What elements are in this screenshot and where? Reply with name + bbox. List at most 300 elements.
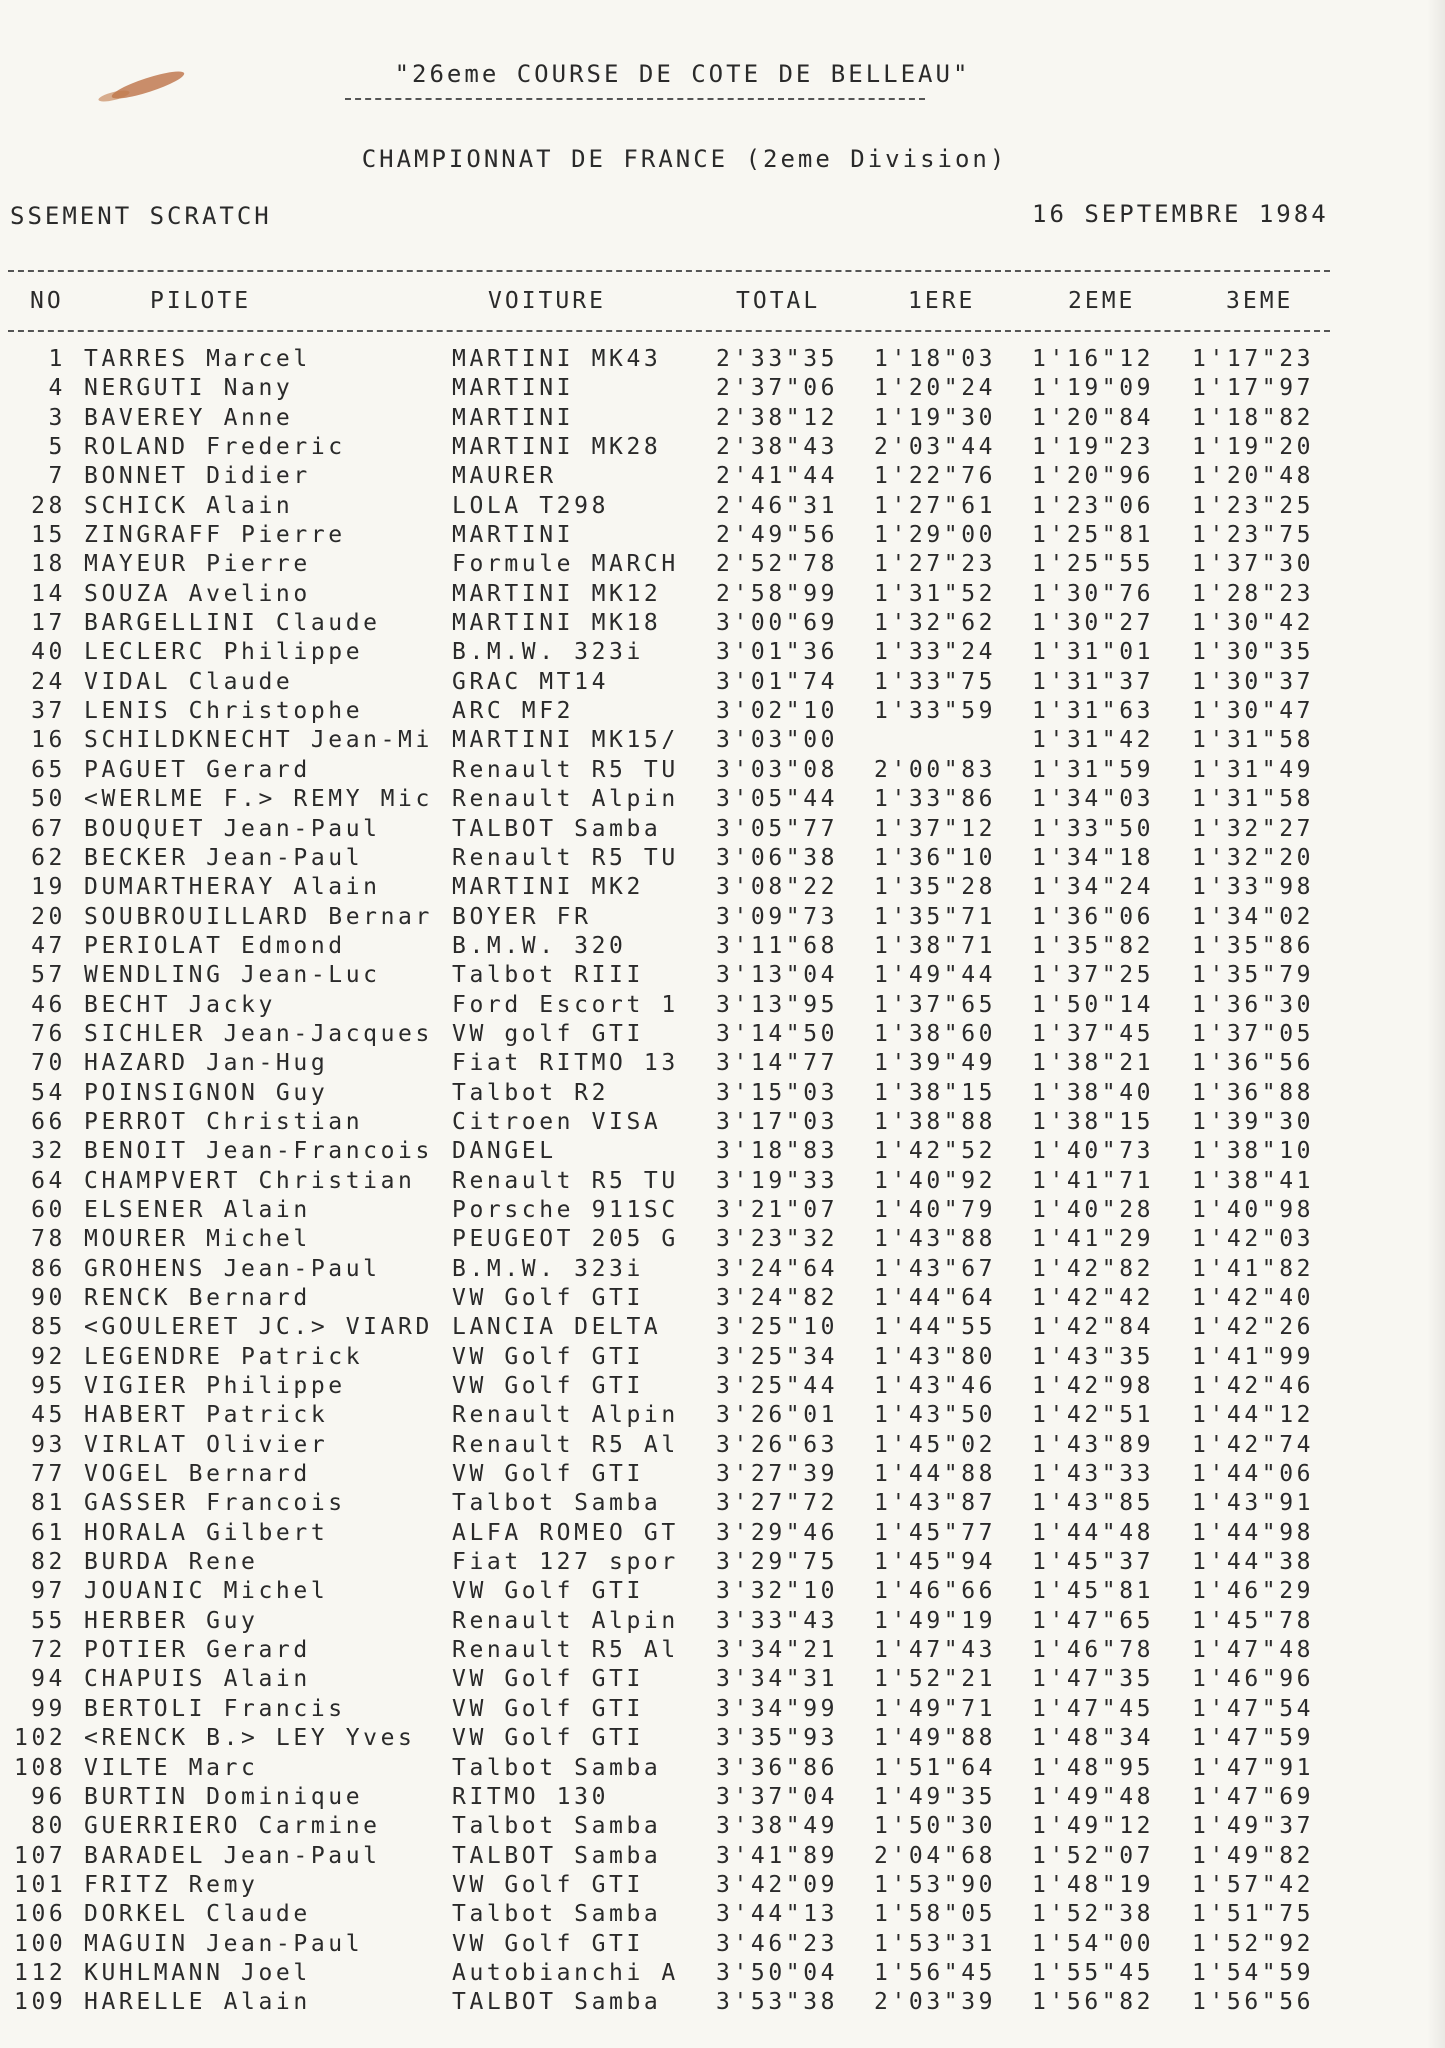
cell-pilote: SOUZA Avelino — [84, 580, 311, 607]
cell-p1: 1'51"64 — [874, 1754, 997, 1781]
cell-voiture: TALBOT Samba — [452, 1989, 662, 2016]
cell-p3: 1'38"41 — [1192, 1167, 1315, 1194]
cell-no: 5 — [48, 434, 66, 461]
championship-title: CHAMPIONNAT DE FRANCE (2eme Division) — [361, 145, 1008, 173]
table-row — [0, 669, 1445, 698]
cell-pilote: HORALA Gilbert — [84, 1519, 329, 1546]
cell-p1: 1'22"76 — [874, 463, 997, 490]
header-2eme: 2EME — [1068, 288, 1136, 314]
cell-no: 7 — [48, 463, 66, 490]
cell-pilote: FRITZ Remy — [84, 1871, 259, 1898]
cell-total: 2'41"44 — [716, 463, 839, 490]
table-row — [0, 1666, 1445, 1695]
cell-total: 3'50"04 — [716, 1959, 839, 1986]
cell-voiture: Autobianchi A — [452, 1959, 679, 1986]
cell-no: 46 — [31, 991, 66, 1018]
cell-total: 3'15"03 — [716, 1079, 839, 1106]
cell-total: 3'03"00 — [716, 727, 839, 754]
cell-total: 3'41"89 — [716, 1842, 839, 1869]
table-row — [0, 1432, 1445, 1461]
cell-p2: 1'41"29 — [1032, 1226, 1155, 1253]
cell-p3: 1'23"25 — [1192, 492, 1315, 519]
cell-no: 96 — [31, 1783, 66, 1810]
cell-p1: 1'37"12 — [874, 815, 997, 842]
cell-voiture: B.M.W. 323i — [452, 639, 644, 666]
table-row — [0, 1285, 1445, 1314]
table-row — [0, 1138, 1445, 1167]
cell-no: 101 — [14, 1871, 67, 1898]
table-row — [0, 1168, 1445, 1197]
cell-p2: 1'47"65 — [1032, 1607, 1155, 1634]
table-row — [0, 757, 1445, 786]
cell-total: 3'09"73 — [716, 903, 839, 930]
cell-total: 3'25"10 — [716, 1314, 839, 1341]
cell-pilote: RENCK Bernard — [84, 1285, 311, 1311]
cell-p3: 1'31"58 — [1192, 727, 1315, 754]
table-row — [0, 1843, 1445, 1872]
cell-voiture: VW Golf GTI — [452, 1578, 644, 1605]
cell-p2: 1'20"96 — [1032, 463, 1155, 490]
cell-p2: 1'42"51 — [1032, 1402, 1155, 1429]
cell-voiture: Fiat 127 spor — [452, 1549, 679, 1576]
cell-pilote: SCHILDKNECHT Jean-Mi — [84, 727, 433, 754]
cell-p1: 1'39"49 — [874, 1050, 997, 1077]
cell-total: 3'33"43 — [716, 1607, 839, 1634]
cell-pilote: POTIER Gerard — [84, 1637, 311, 1664]
cell-pilote: SCHICK Alain — [84, 492, 294, 519]
cell-p2: 1'48"34 — [1032, 1725, 1155, 1752]
cell-no: 66 — [31, 1108, 66, 1135]
table-row — [0, 1344, 1445, 1373]
cell-no: 1 — [48, 346, 66, 372]
cell-p2: 1'36"06 — [1032, 903, 1155, 930]
cell-p2: 1'48"19 — [1032, 1871, 1155, 1898]
cell-pilote: DUMARTHERAY Alain — [84, 874, 381, 901]
event-date: 16 SEPTEMBRE 1984 — [1032, 200, 1329, 228]
cell-p3: 1'17"97 — [1192, 375, 1315, 402]
cell-total: 3'34"99 — [716, 1695, 839, 1722]
cell-total: 3'14"50 — [716, 1020, 839, 1047]
cell-p1: 1'43"80 — [874, 1343, 997, 1370]
cell-p3: 1'42"40 — [1192, 1285, 1315, 1311]
cell-total: 3'13"95 — [716, 991, 839, 1018]
cell-total: 3'26"01 — [716, 1402, 839, 1429]
cell-no: 67 — [31, 815, 66, 842]
table-row — [0, 1256, 1445, 1285]
cell-voiture: B.M.W. 320 — [452, 932, 627, 959]
cell-p2: 1'31"42 — [1032, 727, 1155, 754]
header-top-rule — [8, 270, 1330, 272]
cell-p3: 1'47"54 — [1192, 1695, 1315, 1722]
cell-no: 80 — [31, 1813, 66, 1840]
cell-voiture: Renault R5 TU — [452, 1167, 679, 1194]
cell-total: 3'46"23 — [716, 1930, 839, 1957]
cell-total: 3'01"74 — [716, 668, 839, 695]
cell-p1: 1'44"64 — [874, 1285, 997, 1311]
cell-no: 20 — [31, 903, 66, 930]
cell-pilote: BENOIT Jean-Francois — [84, 1138, 433, 1165]
header-bottom-rule — [8, 330, 1330, 332]
cell-voiture: Renault Alpin — [452, 1402, 679, 1429]
cell-no: 78 — [31, 1226, 66, 1253]
cell-p1: 1'45"94 — [874, 1549, 997, 1576]
cell-p2: 1'31"59 — [1032, 756, 1155, 783]
cell-voiture: MARTINI MK18 — [452, 610, 662, 637]
cell-voiture: MARTINI MK15/ — [452, 727, 679, 754]
cell-total: 3'29"75 — [716, 1549, 839, 1576]
cell-voiture: Talbot R2 — [452, 1079, 610, 1106]
cell-p2: 1'45"81 — [1032, 1578, 1155, 1605]
cell-p2: 1'44"48 — [1032, 1519, 1155, 1546]
table-row — [0, 1080, 1445, 1109]
cell-voiture: VW Golf GTI — [452, 1373, 644, 1400]
cell-p3: 1'44"12 — [1192, 1402, 1315, 1429]
header-no: NO — [30, 288, 64, 314]
cell-pilote: VIGIER Philippe — [84, 1373, 346, 1400]
cell-pilote: CHAMPVERT Christian — [84, 1167, 416, 1194]
cell-pilote: BARGELLINI Claude — [84, 610, 381, 637]
cell-no: 92 — [31, 1343, 66, 1370]
cell-total: 3'19"33 — [716, 1167, 839, 1194]
cell-pilote: CHAPUIS Alain — [84, 1666, 311, 1693]
table-row — [0, 493, 1445, 522]
table-row — [0, 845, 1445, 874]
cell-p2: 1'16"12 — [1032, 346, 1155, 372]
table-row — [0, 874, 1445, 903]
cell-p1: 1'40"79 — [874, 1196, 997, 1223]
cell-no: 50 — [31, 786, 66, 813]
cell-p1: 1'49"35 — [874, 1783, 997, 1810]
cell-p2: 1'42"42 — [1032, 1285, 1155, 1311]
cell-p3: 1'17"23 — [1192, 346, 1315, 372]
cell-p2: 1'30"76 — [1032, 580, 1155, 607]
cell-p3: 1'41"82 — [1192, 1255, 1315, 1282]
table-header — [0, 288, 1445, 318]
cell-p2: 1'31"63 — [1032, 698, 1155, 725]
cell-no: 57 — [31, 962, 66, 989]
cell-total: 2'46"31 — [716, 492, 839, 519]
cell-pilote: BURTIN Dominique — [84, 1783, 364, 1810]
cell-p2: 1'34"24 — [1032, 874, 1155, 901]
cell-p1: 1'42"52 — [874, 1138, 997, 1165]
cell-voiture: VW Golf GTI — [452, 1695, 644, 1722]
cell-p3: 1'47"91 — [1192, 1754, 1315, 1781]
cell-no: 94 — [31, 1666, 66, 1693]
event-title-underline — [345, 98, 925, 100]
cell-pilote: BECKER Jean-Paul — [84, 844, 364, 871]
cell-p3: 1'36"56 — [1192, 1050, 1315, 1077]
header-voiture: VOITURE — [488, 288, 606, 314]
cell-p2: 1'54"00 — [1032, 1930, 1155, 1957]
cell-p2: 1'31"37 — [1032, 668, 1155, 695]
cell-p3: 1'47"48 — [1192, 1637, 1315, 1664]
header-total: TOTAL — [736, 288, 821, 314]
cell-p2: 1'55"45 — [1032, 1959, 1155, 1986]
cell-total: 3'05"44 — [716, 786, 839, 813]
cell-no: 55 — [31, 1607, 66, 1634]
cell-total: 3'08"22 — [716, 874, 839, 901]
cell-p1: 2'03"39 — [874, 1989, 997, 2016]
cell-no: 60 — [31, 1196, 66, 1223]
table-row — [0, 786, 1445, 815]
cell-p3: 1'40"98 — [1192, 1196, 1315, 1223]
cell-total: 3'44"13 — [716, 1901, 839, 1928]
cell-no: 70 — [31, 1050, 66, 1077]
cell-p3: 1'44"98 — [1192, 1519, 1315, 1546]
cell-p1: 1'40"92 — [874, 1167, 997, 1194]
cell-pilote: PERIOLAT Edmond — [84, 932, 346, 959]
cell-voiture: RITMO 130 — [452, 1783, 610, 1810]
cell-pilote: ROLAND Frederic — [84, 434, 346, 461]
cell-total: 3'24"64 — [716, 1255, 839, 1282]
cell-p1: 1'43"67 — [874, 1255, 997, 1282]
table-row — [0, 1226, 1445, 1255]
cell-p3: 1'51"75 — [1192, 1901, 1315, 1928]
table-row — [0, 1050, 1445, 1079]
cell-p3: 1'39"30 — [1192, 1108, 1315, 1135]
cell-p3: 1'47"59 — [1192, 1725, 1315, 1752]
cell-p3: 1'43"91 — [1192, 1490, 1315, 1517]
cell-voiture: MARTINI MK2 — [452, 874, 644, 901]
cell-no: 86 — [31, 1255, 66, 1282]
cell-p2: 1'50"14 — [1032, 991, 1155, 1018]
table-row — [0, 1578, 1445, 1607]
cell-p1: 1'35"71 — [874, 903, 997, 930]
cell-voiture: Ford Escort 1 — [452, 991, 679, 1018]
cell-p3: 1'30"37 — [1192, 668, 1315, 695]
cell-p3: 1'46"29 — [1192, 1578, 1315, 1605]
cell-p3: 1'42"74 — [1192, 1431, 1315, 1458]
table-row — [0, 434, 1445, 463]
cell-p1: 1'31"52 — [874, 580, 997, 607]
table-row — [0, 1197, 1445, 1226]
cell-p1: 2'04"68 — [874, 1842, 997, 1869]
cell-p3: 1'32"27 — [1192, 815, 1315, 842]
cell-total: 3'32"10 — [716, 1578, 839, 1605]
cell-p3: 1'36"88 — [1192, 1079, 1315, 1106]
table-row — [0, 962, 1445, 991]
cell-p1: 1'43"50 — [874, 1402, 997, 1429]
cell-no: 97 — [31, 1578, 66, 1605]
table-row — [0, 1549, 1445, 1578]
cell-total: 3'29"46 — [716, 1519, 839, 1546]
cell-p1: 1'29"00 — [874, 522, 997, 549]
cell-pilote: GUERRIERO Carmine — [84, 1813, 381, 1840]
cell-voiture: MARTINI MK43 — [452, 346, 662, 372]
cell-p1: 1'53"31 — [874, 1930, 997, 1957]
cell-p1: 1'44"88 — [874, 1461, 997, 1488]
cell-p1: 1'27"61 — [874, 492, 997, 519]
cell-p2: 1'43"85 — [1032, 1490, 1155, 1517]
cell-pilote: JOUANIC Michel — [84, 1578, 329, 1605]
cell-p2: 1'25"81 — [1032, 522, 1155, 549]
cell-total: 3'38"49 — [716, 1813, 839, 1840]
cell-voiture: BOYER FR — [452, 903, 592, 930]
table-row — [0, 1608, 1445, 1637]
cell-voiture: VW Golf GTI — [452, 1285, 644, 1311]
cell-total: 3'35"93 — [716, 1725, 839, 1752]
cell-p1: 1'18"03 — [874, 346, 997, 372]
cell-p3: 1'38"10 — [1192, 1138, 1315, 1165]
cell-voiture: MARTINI — [452, 522, 575, 549]
cell-p3: 1'31"49 — [1192, 756, 1315, 783]
cell-p2: 1'42"84 — [1032, 1314, 1155, 1341]
cell-pilote: VIDAL Claude — [84, 668, 294, 695]
table-row — [0, 1314, 1445, 1343]
cell-p1: 1'49"44 — [874, 962, 997, 989]
cell-total: 2'38"43 — [716, 434, 839, 461]
cell-no: 95 — [31, 1373, 66, 1400]
cell-no: 100 — [14, 1930, 67, 1957]
cell-p1: 2'00"83 — [874, 756, 997, 783]
cell-p2: 1'35"82 — [1032, 932, 1155, 959]
cell-no: 54 — [31, 1079, 66, 1106]
cell-p3: 1'52"92 — [1192, 1930, 1315, 1957]
cell-no: 85 — [31, 1314, 66, 1341]
cell-total: 2'38"12 — [716, 404, 839, 431]
cell-pilote: LECLERC Philippe — [84, 639, 364, 666]
cell-p2: 1'52"38 — [1032, 1901, 1155, 1928]
cell-pilote: BOUQUET Jean-Paul — [84, 815, 381, 842]
cell-no: 40 — [31, 639, 66, 666]
cell-total: 3'25"44 — [716, 1373, 839, 1400]
cell-no: 28 — [31, 492, 66, 519]
cell-total: 3'25"34 — [716, 1343, 839, 1370]
cell-p1: 1'49"19 — [874, 1607, 997, 1634]
cell-p2: 1'19"23 — [1032, 434, 1155, 461]
table-row — [0, 1725, 1445, 1754]
table-row — [0, 1901, 1445, 1930]
cell-no: 3 — [48, 404, 66, 431]
cell-pilote: <GOULERET JC.> VIARD — [84, 1314, 433, 1341]
table-row — [0, 933, 1445, 962]
cell-p1: 1'47"43 — [874, 1637, 997, 1664]
table-row — [0, 639, 1445, 668]
cell-no: 19 — [31, 874, 66, 901]
cell-no: 112 — [14, 1959, 67, 1986]
cell-no: 107 — [14, 1842, 67, 1869]
cell-voiture: MARTINI MK28 — [452, 434, 662, 461]
cell-total: 3'37"04 — [716, 1783, 839, 1810]
cell-p1: 1'36"10 — [874, 844, 997, 871]
table-row — [0, 1490, 1445, 1519]
cell-p1: 1'53"90 — [874, 1871, 997, 1898]
table-row — [0, 698, 1445, 727]
cell-p3: 1'44"06 — [1192, 1461, 1315, 1488]
cell-p2: 1'41"71 — [1032, 1167, 1155, 1194]
cell-voiture: LANCIA DELTA — [452, 1314, 662, 1341]
cell-voiture: LOLA T298 — [452, 492, 610, 519]
cell-pilote: TARRES Marcel — [84, 346, 311, 372]
table-row — [0, 346, 1445, 375]
cell-p1: 1'44"55 — [874, 1314, 997, 1341]
cell-pilote: PERROT Christian — [84, 1108, 364, 1135]
cell-no: 17 — [31, 610, 66, 637]
cell-total: 3'01"36 — [716, 639, 839, 666]
cell-p1: 1'56"45 — [874, 1959, 997, 1986]
cell-voiture: Fiat RITMO 13 — [452, 1050, 679, 1077]
cell-p1: 1'27"23 — [874, 551, 997, 578]
cell-voiture: ALFA ROMEO GT — [452, 1519, 679, 1546]
table-row — [0, 463, 1445, 492]
table-row — [0, 992, 1445, 1021]
cell-no: 93 — [31, 1431, 66, 1458]
cell-p2: 1'47"35 — [1032, 1666, 1155, 1693]
cell-p3: 1'47"69 — [1192, 1783, 1315, 1810]
cell-pilote: HERBER Guy — [84, 1607, 259, 1634]
cell-p3: 1'37"05 — [1192, 1020, 1315, 1047]
cell-no: 65 — [31, 756, 66, 783]
cell-total: 3'00"69 — [716, 610, 839, 637]
cell-no: 15 — [31, 522, 66, 549]
cell-voiture: Porsche 911SC — [452, 1196, 679, 1223]
cell-voiture: PEUGEOT 205 G — [452, 1226, 679, 1253]
cell-p1: 1'33"86 — [874, 786, 997, 813]
cell-pilote: GASSER Francois — [84, 1490, 346, 1517]
cell-p1: 1'58"05 — [874, 1901, 997, 1928]
table-row — [0, 551, 1445, 580]
cell-voiture: Renault Alpin — [452, 786, 679, 813]
cell-total: 3'05"77 — [716, 815, 839, 842]
cell-voiture: Citroen VISA — [452, 1108, 662, 1135]
cell-p3: 1'57"42 — [1192, 1871, 1315, 1898]
cell-no: 24 — [31, 668, 66, 695]
cell-no: 61 — [31, 1519, 66, 1546]
cell-pilote: LEGENDRE Patrick — [84, 1343, 364, 1370]
cell-no: 90 — [31, 1285, 66, 1311]
cell-p3: 1'31"58 — [1192, 786, 1315, 813]
table-row — [0, 727, 1445, 756]
cell-p1: 1'33"75 — [874, 668, 997, 695]
cell-p2: 1'45"37 — [1032, 1549, 1155, 1576]
cell-p1: 1'37"65 — [874, 991, 997, 1018]
cell-p3: 1'44"38 — [1192, 1549, 1315, 1576]
cell-p2: 1'25"55 — [1032, 551, 1155, 578]
cell-total: 3'34"31 — [716, 1666, 839, 1693]
cell-no: 72 — [31, 1637, 66, 1664]
cell-voiture: TALBOT Samba — [452, 1842, 662, 1869]
cell-voiture: VW Golf GTI — [452, 1725, 644, 1752]
table-row — [0, 1813, 1445, 1842]
cell-voiture: VW Golf GTI — [452, 1461, 644, 1488]
table-row — [0, 1960, 1445, 1989]
table-row — [0, 1520, 1445, 1549]
cell-pilote: MAGUIN Jean-Paul — [84, 1930, 364, 1957]
cell-total: 3'36"86 — [716, 1754, 839, 1781]
cell-voiture: Renault R5 TU — [452, 844, 679, 871]
cell-pilote: VIRLAT Olivier — [84, 1431, 329, 1458]
table-row — [0, 1637, 1445, 1666]
table-row — [0, 1784, 1445, 1813]
cell-p3: 1'30"42 — [1192, 610, 1315, 637]
cell-total: 2'58"99 — [716, 580, 839, 607]
cell-p1: 1'43"88 — [874, 1226, 997, 1253]
cell-p2: 1'23"06 — [1032, 492, 1155, 519]
cell-p3: 1'49"82 — [1192, 1842, 1315, 1869]
cell-voiture: Renault R5 Al — [452, 1431, 679, 1458]
cell-p3: 1'41"99 — [1192, 1343, 1315, 1370]
cell-total: 3'23"32 — [716, 1226, 839, 1253]
cell-voiture: VW Golf GTI — [452, 1871, 644, 1898]
cell-no: 108 — [14, 1754, 67, 1781]
cell-p2: 1'47"45 — [1032, 1695, 1155, 1722]
cell-total: 3'34"21 — [716, 1637, 839, 1664]
cell-no: 47 — [31, 932, 66, 959]
cell-pilote: BONNET Didier — [84, 463, 311, 490]
cell-p2: 1'52"07 — [1032, 1842, 1155, 1869]
cell-p1: 1'33"59 — [874, 698, 997, 725]
cell-voiture: VW Golf GTI — [452, 1930, 644, 1957]
